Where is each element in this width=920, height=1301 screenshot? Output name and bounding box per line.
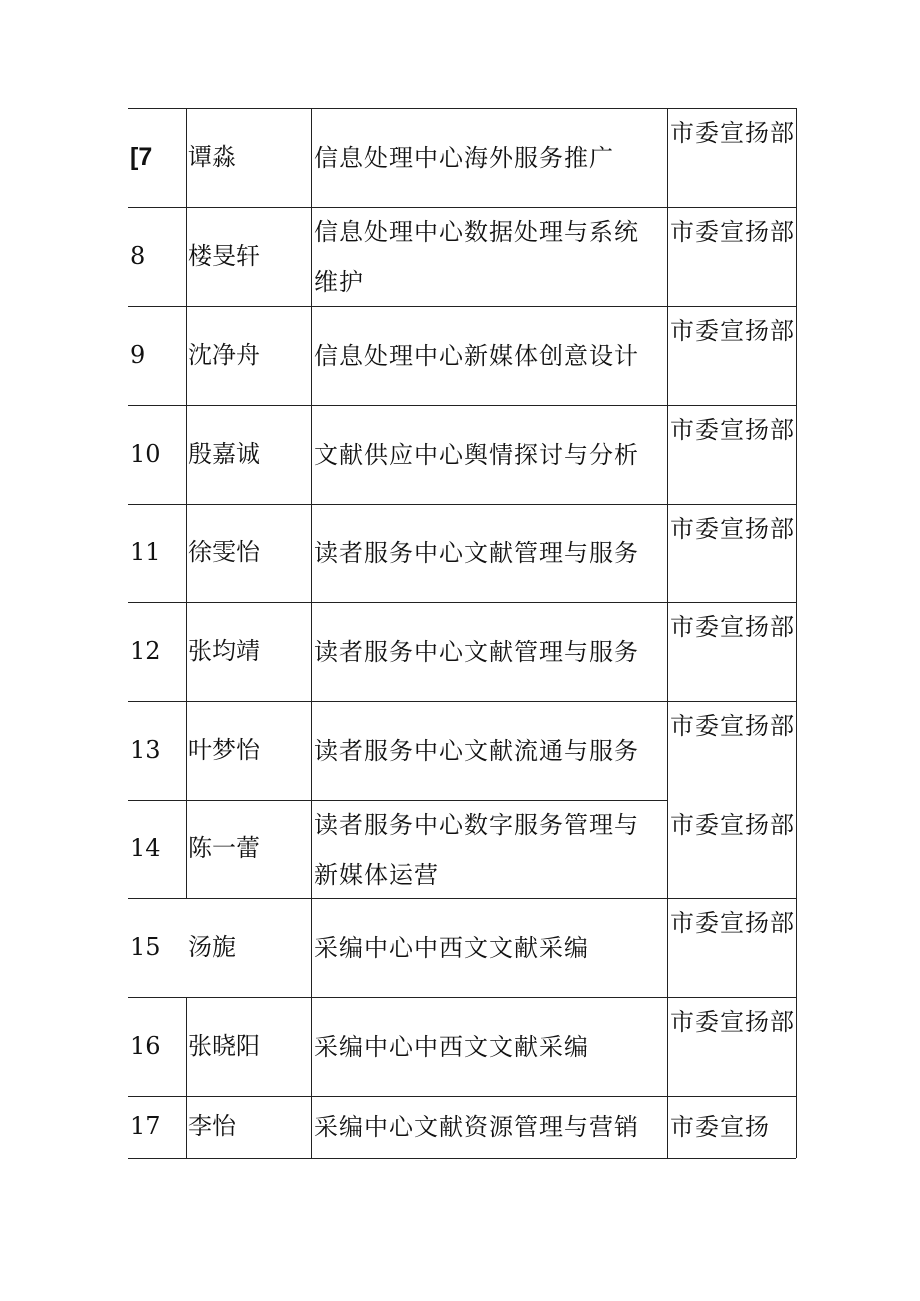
row-number: 14: [130, 834, 161, 863]
department: 市委宣扬部: [670, 515, 795, 543]
table-row: [128, 306, 796, 405]
table-row: [128, 504, 796, 602]
position-title: 信息处理中心海外服务推广: [314, 143, 614, 172]
department: 市委宣扬部: [670, 317, 795, 345]
row-number: 13: [130, 735, 161, 764]
person-name: 叶梦怡: [188, 735, 260, 764]
position-title: 读者服务中心文献管理与服务: [314, 637, 639, 666]
position-title: 读者服务中心文献管理与服务: [314, 539, 639, 567]
person-name: 张晓阳: [188, 1031, 260, 1060]
table-row: [128, 108, 796, 207]
person-name: 殷嘉诚: [188, 439, 260, 468]
department: 市委宣扬部: [670, 909, 795, 937]
position-title: 文献供应中心舆情探讨与分析: [314, 440, 639, 469]
table-row: [128, 701, 796, 800]
person-name: 谭淼: [188, 142, 236, 171]
table-row: [128, 405, 796, 504]
table-row: [128, 800, 796, 898]
person-name: 张均靖: [188, 636, 260, 665]
table-row: [128, 997, 796, 1096]
department: 市委宣扬部: [670, 218, 795, 246]
person-name: 陈一蕾: [188, 834, 260, 863]
person-name: 楼旻轩: [188, 241, 260, 270]
row-number: 8: [130, 241, 146, 270]
person-name: 徐雯怡: [188, 538, 260, 567]
table-row: [128, 207, 796, 306]
department: 市委宣扬部: [670, 712, 795, 740]
position-title: 采编中心中西文文献采编: [314, 933, 589, 962]
row-number: [7: [130, 143, 153, 172]
position-title: 读者服务中心数字服务管理与新媒体运营: [314, 811, 639, 889]
row-number: 12: [130, 636, 161, 665]
department: 市委宣扬部: [670, 811, 795, 839]
row-number: 15: [130, 932, 161, 961]
table-rule: [128, 1158, 796, 1159]
row-number: 11: [130, 538, 161, 567]
row-number: 17: [130, 1112, 161, 1141]
department: 市委宣扬部: [670, 119, 795, 147]
department: 市委宣扬: [670, 1113, 770, 1141]
position-title: 信息处理中心数据处理与系统维护: [314, 218, 639, 296]
row-number: 16: [130, 1031, 161, 1060]
position-title: 信息处理中心新媒体创意设计: [314, 341, 639, 370]
row-number: 10: [130, 439, 161, 468]
department: 市委宣扬部: [670, 613, 795, 641]
person-name: 李怡: [188, 1112, 236, 1141]
position-title: 采编中心文献资源管理与营销: [314, 1113, 639, 1141]
table-row: [128, 1096, 796, 1158]
department: 市委宣扬部: [670, 416, 795, 444]
person-name: 沈净舟: [188, 340, 260, 369]
position-title: 读者服务中心文献流通与服务: [314, 736, 639, 765]
position-title: 采编中心中西文文献采编: [314, 1032, 589, 1061]
table-row: [128, 602, 796, 701]
department: 市委宣扬部: [670, 1008, 795, 1036]
column-rule: [796, 108, 797, 1158]
table-row: [128, 898, 796, 997]
row-number: 9: [130, 340, 146, 369]
person-name: 汤旎: [188, 932, 236, 961]
